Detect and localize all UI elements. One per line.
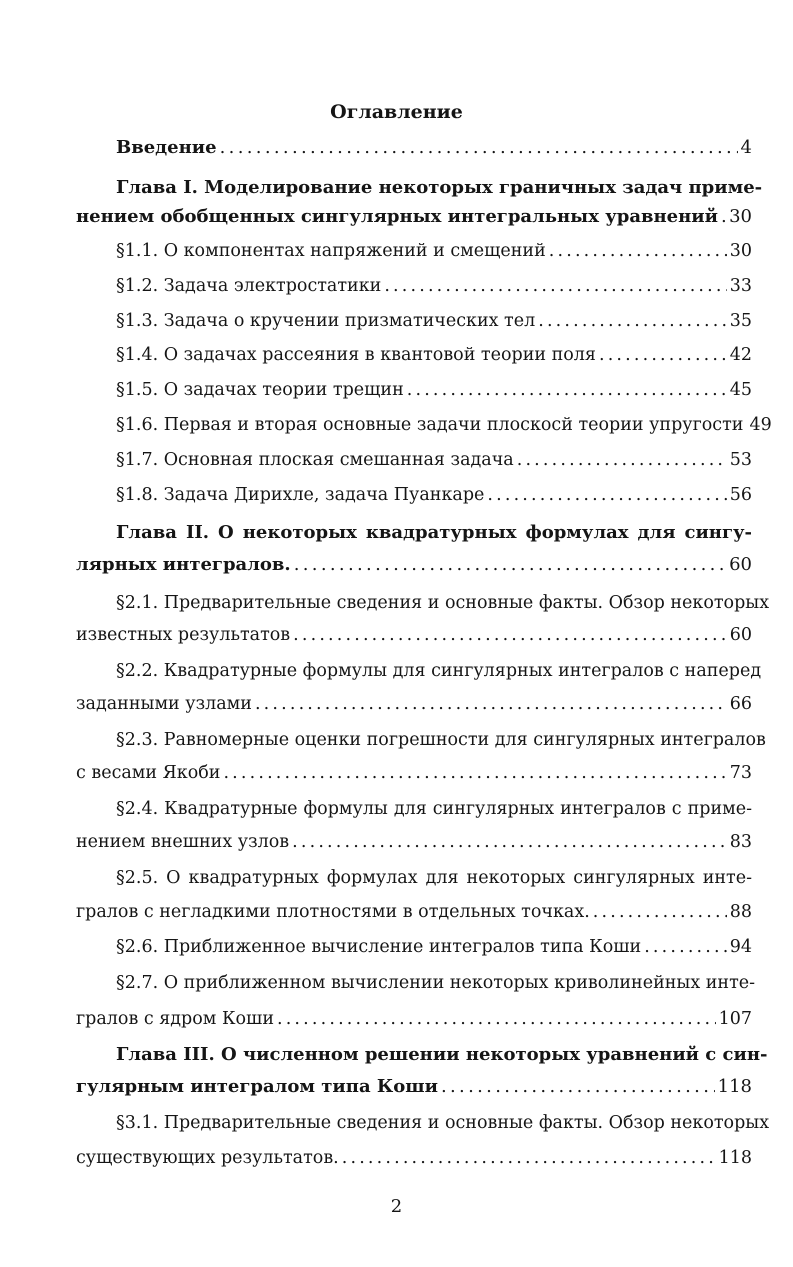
entry-text: заданными узлами: [76, 694, 252, 714]
toc-entry-2-7-line2[interactable]: [76, 1005, 752, 1033]
toc-entry-2-7-line1[interactable]: §2.7. О приближенном вычислении некоторых криволинейных инте-: [116, 973, 756, 993]
toc-entry-1-3[interactable]: [116, 307, 752, 335]
entry-page: 4: [740, 137, 752, 158]
entry-page: 30: [729, 206, 752, 227]
toc-entry-2-3-line2[interactable]: [76, 759, 752, 787]
toc-entry-2-5-line2[interactable]: [76, 898, 752, 926]
entry-text: известных результатов: [76, 625, 291, 645]
leader-dots: [384, 272, 726, 300]
chapter-1-heading-line2[interactable]: [76, 203, 752, 231]
entry-text: гралов с негладкими плотностями в отдельных точках.: [76, 902, 590, 922]
entry-page: 30: [729, 241, 752, 261]
leader-dots: [342, 1144, 716, 1172]
entry-text: §1.3. Задача о кручении призматических тел: [116, 311, 536, 331]
toc-entry-2-4-line2[interactable]: [76, 828, 752, 856]
leader-dots: [599, 341, 727, 369]
entry-page: 88: [729, 902, 752, 922]
entry-page: 33: [729, 276, 752, 296]
entry-text: §1.2. Задача электростатики: [116, 276, 382, 296]
leader-dots: [538, 307, 727, 335]
entry-text: Введение: [116, 137, 217, 158]
toc-entry-1-6[interactable]: [116, 411, 772, 439]
entry-text: с весами Якоби: [76, 763, 221, 783]
toc-entry-2-4-line1[interactable]: §2.4. Квадратурные формулы для сингулярных интегралов с приме-: [116, 799, 752, 819]
entry-page: 94: [729, 937, 752, 957]
leader-dots: [293, 621, 727, 649]
entry-text: нением внешних узлов: [76, 832, 290, 852]
leader-dots: [292, 828, 727, 856]
chapter-2-heading-line1[interactable]: Глава II. О некоторых квадратурных формулах для сингу-: [116, 522, 752, 543]
entry-page: 42: [729, 345, 752, 365]
entry-page: 107: [718, 1009, 752, 1029]
leader-dots: [593, 898, 727, 926]
entry-page: 35: [729, 311, 752, 331]
toc-title: Оглавление: [330, 101, 463, 123]
entry-text: гулярным интегралом типа Коши: [76, 1076, 438, 1097]
toc-entry-1-1[interactable]: [116, 237, 752, 265]
leader-dots: [487, 481, 726, 509]
entry-page: 56: [729, 485, 752, 505]
leader-dots: [277, 1005, 716, 1033]
entry-text: нением обобщенных сингулярных интегральных уравнений: [76, 206, 718, 227]
entry-text: §1.5. О задачах теории трещин: [116, 380, 404, 400]
toc-entry-2-3-line1[interactable]: §2.3. Равномерные оценки погрешности для сингулярных интегралов: [116, 730, 766, 750]
chapter-1-heading-line1[interactable]: Глава I. Моделирование некоторых граничных задач приме-: [116, 177, 763, 198]
entry-text: §1.1. О компонентах напряжений и смещений: [116, 241, 546, 261]
entry-page: 45: [729, 380, 752, 400]
leader-dots: [223, 759, 726, 787]
leader-dots: [441, 1073, 715, 1101]
leader-dots: [644, 933, 727, 961]
toc-entry-3-1-line2[interactable]: [76, 1144, 752, 1172]
entry-page: 60: [729, 625, 752, 645]
toc-entry-2-6[interactable]: [116, 933, 752, 961]
toc-entry-3-1-line1[interactable]: §3.1. Предварительные сведения и основные факты. Обзор некоторых: [116, 1113, 770, 1133]
entry-page: 83: [729, 832, 752, 852]
entry-page: 60: [729, 554, 752, 575]
toc-entry-2-2-line1[interactable]: §2.2. Квадратурные формулы для сингулярных интегралов с наперед: [116, 661, 762, 681]
leader-dots: [255, 690, 727, 718]
entry-page: 118: [717, 1076, 752, 1097]
leader-dots: [220, 134, 738, 162]
toc-entry-2-1-line2[interactable]: [76, 621, 752, 649]
toc-entry-1-5[interactable]: [116, 376, 752, 404]
chapter-2-heading-line2[interactable]: [76, 551, 752, 579]
entry-text: §2.6. Приближенное вычисление интегралов типа Коши: [116, 937, 642, 957]
leader-dots: [517, 446, 727, 474]
leader-dots: [721, 203, 726, 231]
entry-text: §1.4. О задачах рассеяния в квантовой теории поля: [116, 345, 596, 365]
leader-dots: [294, 551, 726, 579]
entry-text: существующих результатов.: [76, 1148, 339, 1168]
chapter-3-heading-line1[interactable]: Глава III. О численном решении некоторых уравнений с син-: [116, 1044, 768, 1065]
toc-entry-2-5-line1[interactable]: §2.5. О квадратурных формулах для некоторых сингулярных инте-: [116, 868, 752, 888]
entry-text: гралов с ядром Коши: [76, 1009, 274, 1029]
page-number: 2: [390, 1196, 403, 1217]
entry-page: 49: [749, 415, 772, 435]
toc-entry-1-8[interactable]: [116, 481, 752, 509]
entry-page: 73: [729, 763, 752, 783]
toc-entry-1-7[interactable]: [116, 446, 752, 474]
entry-page: 53: [729, 450, 752, 470]
toc-entry-intro[interactable]: [116, 134, 752, 162]
leader-dots: [407, 376, 727, 404]
entry-text: лярных интегралов.: [76, 554, 291, 575]
toc-entry-2-2-line2[interactable]: [76, 690, 752, 718]
entry-page: 66: [729, 694, 752, 714]
entry-text: §1.7. Основная плоская смешанная задача: [116, 450, 514, 470]
entry-text: §1.6. Первая и вторая основные задачи плоскосй теории упругости: [116, 415, 744, 435]
toc-entry-1-2[interactable]: [116, 272, 752, 300]
entry-page: 118: [718, 1148, 752, 1168]
leader-dots: [549, 237, 727, 265]
entry-text: §1.8. Задача Дирихле, задача Пуанкаре: [116, 485, 485, 505]
chapter-3-heading-line2[interactable]: [76, 1073, 752, 1101]
toc-entry-2-1-line1[interactable]: §2.1. Предварительные сведения и основные факты. Обзор некоторых: [116, 593, 770, 613]
toc-entry-1-4[interactable]: [116, 341, 752, 369]
